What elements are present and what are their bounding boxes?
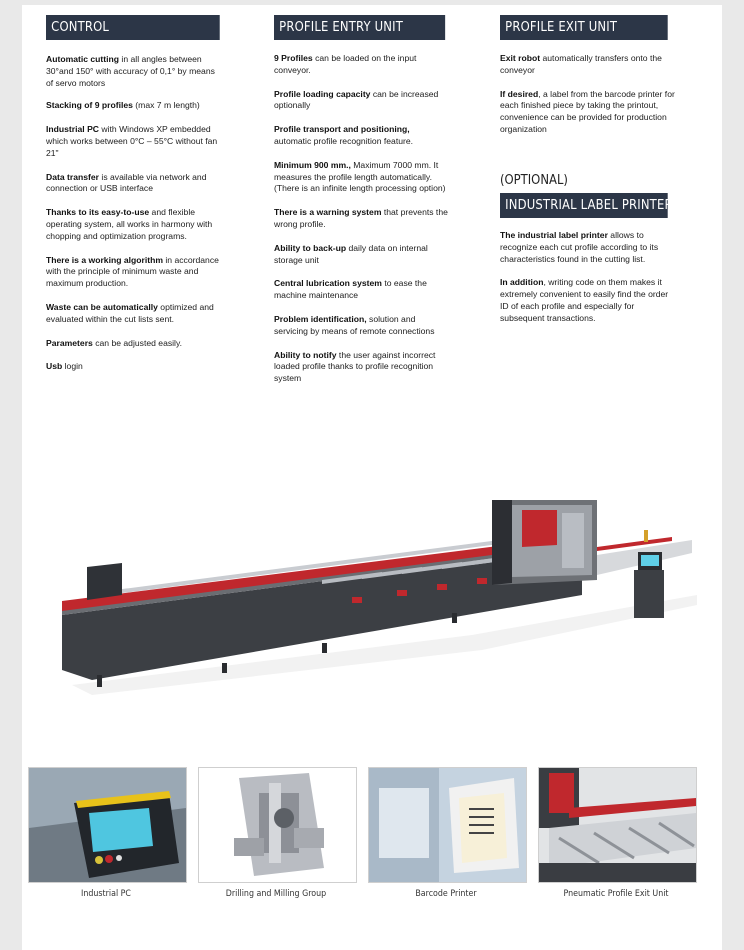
control-item: Usb login (46, 361, 83, 372)
control-item: Stacking of 9 profiles (max 7 m length) (46, 100, 200, 111)
entry-item: Profile transport and positioning, automatic profile recognition feature. (274, 124, 414, 146)
exit-item: If desired, a label from the barcode printer for each finished piece by taking the printout, convenience can be provided for production organization (500, 88, 675, 134)
entry-item: Central lubrication system to ease the machine maintenance (274, 278, 427, 301)
control-item: Thanks to its easy-to-use and flexible operating system, all works in harmony with chopping and optimization programs. (46, 207, 213, 241)
label-printer-item: The industrial label printer allows to recognize each cut profile according to its characteristics found in the cutting list. (500, 230, 659, 264)
control-item: Automatic cutting in all angles between 30°and 150° with accuracy of 0,1° by means of servo motors (46, 54, 215, 88)
cutting-machine-illustration (52, 485, 697, 695)
control-item: There is a working algorithm in accordance with the principle of minimum waste and maximum production. (46, 254, 219, 289)
entry-item: Problem identification, solution and servicing by means of remote connections (274, 313, 435, 336)
drilling-milling-caption: Drilling and Milling Group (225, 889, 327, 899)
entry-item: 9 Profiles can be loaded on the input conveyor. (274, 53, 417, 75)
control-item: Industrial PC with Windows XP embedded which works between 0°C – 55°C without fan 21" (46, 124, 218, 158)
exit-item: Exit robot automatically transfers onto the conveyor (500, 53, 662, 75)
label-printer-header: INDUSTRIAL LABEL PRINTER (500, 193, 668, 218)
control-header: CONTROL (46, 15, 220, 40)
label-printer-block (500, 193, 695, 325)
entry-item: Ability to notify the user against incorrect loaded profile thanks to profile recognition system (274, 349, 436, 384)
entry-header: PROFILE ENTRY UNIT (274, 15, 445, 40)
pneumatic-exit-photo (538, 767, 697, 883)
entry-item: Ability to back-up daily data on internal storage unit (274, 242, 428, 265)
optional-tag: (OPTIONAL) (500, 172, 568, 188)
industrial-pc-photo (28, 767, 187, 883)
drilling-milling-photo (198, 767, 357, 883)
industrial-pc-caption: Industrial PC (81, 889, 131, 899)
label-printer-item: In addition, writing code on them makes it extremely convenient to easily find the order ID of each profile and especially for subsequent transactions. (500, 277, 669, 323)
entry-item: Profile loading capacity can be increased optionally (274, 88, 439, 111)
entry-column (274, 15, 474, 385)
entry-item: There is a warning system that prevents the wrong profile. (274, 207, 448, 229)
barcode-printer-photo (368, 767, 527, 883)
control-item: Waste can be automatically optimized and evaluated within the cut lists sent. (46, 301, 214, 324)
barcode-printer-caption: Barcode Printer (415, 889, 477, 899)
exit-header: PROFILE EXIT UNIT (500, 15, 668, 40)
control-column (46, 15, 246, 373)
pneumatic-exit-caption: Pneumatic Profile Exit Unit (563, 889, 669, 899)
entry-item: Minimum 900 mm., Maximum 7000 mm. It measures the profile length automatically. (There is an infinite length processing option) (274, 159, 446, 194)
control-item: Data transfer is available via network and connection or USB interface (46, 171, 207, 194)
brochure-page (22, 5, 722, 950)
control-item: Parameters can be adjusted easily. (46, 337, 183, 348)
exit-column (500, 15, 700, 136)
